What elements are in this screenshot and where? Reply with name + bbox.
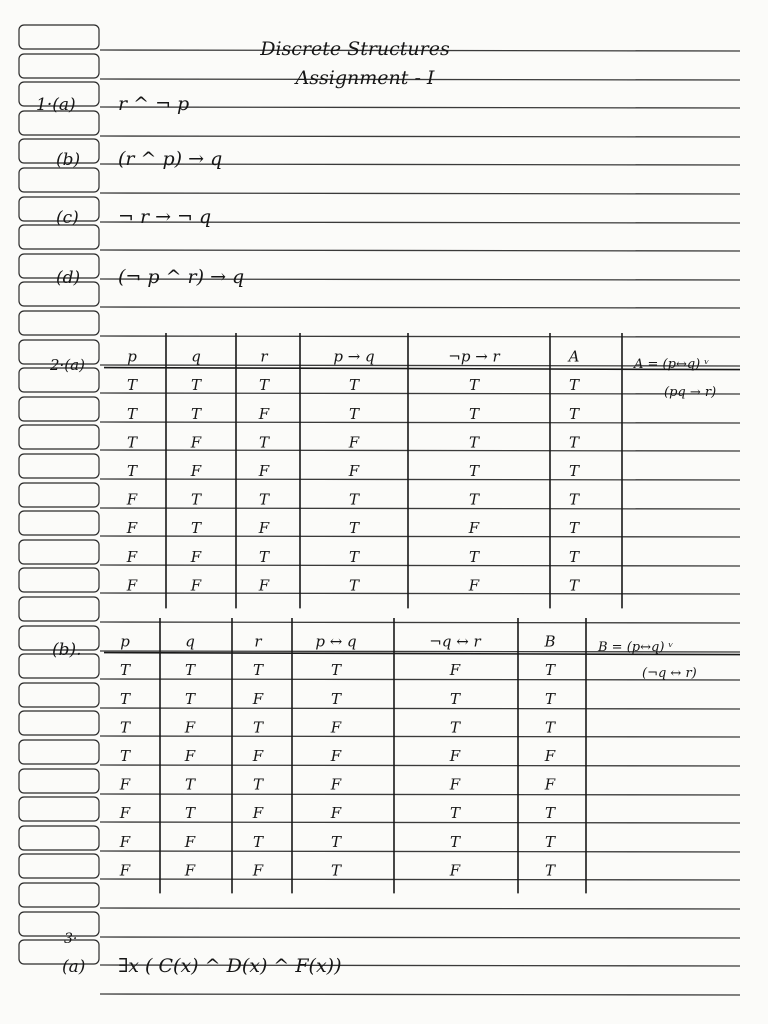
table-cell: F (468, 519, 480, 538)
table-cell: T (568, 462, 580, 480)
table-cell: T (119, 689, 131, 708)
table-cell: F (258, 519, 270, 538)
table-cell: F (184, 718, 196, 737)
table-header-cell: q (191, 347, 201, 366)
margin-box (19, 826, 99, 850)
table-cell: F (330, 718, 342, 737)
table-cell: T (348, 547, 360, 566)
ruled-line (100, 307, 740, 308)
ruled-line (100, 622, 740, 623)
margin-box (19, 25, 99, 49)
table-cell: T (348, 519, 360, 538)
q1b-label: (b) (56, 150, 81, 170)
table-cell: F (258, 404, 270, 423)
table-cell: F (190, 433, 202, 452)
margin-box (19, 854, 99, 878)
table-cell: T (544, 804, 556, 823)
table-cell: T (330, 861, 342, 880)
margin-box (19, 540, 99, 564)
table-header-cell: A (568, 347, 580, 366)
table-cell: T (126, 462, 138, 480)
table-cell: F (330, 747, 342, 765)
table-cell: T (568, 490, 580, 509)
table-header-cell: r (260, 347, 268, 366)
table-header-cell: B (544, 632, 556, 651)
q1a-label: 1·(a) (36, 95, 76, 115)
table-cell: T (449, 689, 461, 708)
table-cell: F (449, 747, 461, 765)
margin-box (19, 568, 99, 592)
table-cell: T (258, 433, 270, 452)
table-cell: F (252, 804, 264, 823)
table-cell: F (184, 832, 196, 851)
table-cell: T (544, 861, 556, 880)
table-cell: T (184, 689, 196, 708)
ruled-line (100, 765, 740, 766)
ruled-line (100, 736, 740, 737)
table-cell: T (568, 376, 580, 395)
q2b-note-line2: (¬q ↔ r) (642, 666, 697, 681)
table-cell: F (190, 576, 202, 595)
margin-box (19, 454, 99, 478)
margin-box (19, 740, 99, 764)
table-cell: F (348, 433, 360, 452)
margin-box (19, 797, 99, 821)
margin-box (19, 311, 99, 335)
q1c-label: (c) (56, 208, 79, 228)
table-cell: F (330, 775, 342, 794)
assignment-subtitle: Assignment - I (295, 67, 435, 89)
margin-box (19, 711, 99, 735)
table-cell: T (119, 661, 131, 680)
table-cell: F (126, 519, 138, 538)
ruled-line (100, 822, 740, 823)
table-cell: T (119, 747, 131, 765)
ruled-line (100, 851, 740, 852)
table-header-cell: p ↔ q (315, 632, 357, 651)
table-cell: T (468, 376, 480, 395)
table-cell: F (126, 547, 138, 566)
table-cell: T (330, 832, 342, 851)
table-cell: T (468, 462, 480, 480)
margin-box (19, 225, 99, 249)
q1c-expression: ¬ r → ¬ q (118, 206, 212, 228)
q1b-expression: (r ^ p) → q (118, 148, 223, 170)
q3a-label: (a) (62, 957, 86, 977)
margin-box (19, 683, 99, 707)
table-cell: T (544, 718, 556, 737)
ruled-line (100, 937, 740, 938)
table-cell: T (119, 718, 131, 737)
table-cell: T (449, 804, 461, 823)
table-cell: F (119, 861, 131, 880)
table-header-cell: ¬p → r (448, 347, 500, 366)
table-cell: T (348, 376, 360, 395)
ruled-line (100, 708, 740, 709)
table-cell: T (568, 404, 580, 423)
ruled-line (100, 879, 740, 880)
table-header-cell: r (254, 632, 262, 651)
table-cell: F (468, 576, 480, 595)
q2a-note-line1: A = (p↔q) ᵛ (634, 357, 710, 372)
table-cell: T (252, 718, 264, 737)
q2a-label: 2·(a) (50, 356, 85, 374)
table-cell: F (544, 775, 556, 794)
table-header-cell: p → q (333, 347, 375, 366)
table-cell: T (190, 519, 202, 538)
table-cell: F (190, 547, 202, 566)
table-cell: F (449, 661, 461, 680)
ruled-line (100, 794, 740, 795)
table-cell: F (184, 861, 196, 880)
table-cell: F (119, 775, 131, 794)
table-cell: T (126, 433, 138, 452)
ruled-line (100, 193, 740, 194)
margin-box (19, 912, 99, 936)
table-cell: T (544, 689, 556, 708)
table-cell: T (468, 547, 480, 566)
margin-box (19, 940, 99, 964)
q2a-note-line2: (pq → r) (664, 385, 717, 400)
q3-label: 3· (64, 931, 78, 947)
table-cell: T (568, 576, 580, 595)
table-cell: T (126, 376, 138, 395)
truth-table-a (104, 333, 740, 608)
margin-box (19, 425, 99, 449)
table-cell: T (568, 519, 580, 538)
table-cell: F (252, 861, 264, 880)
margin-box (19, 511, 99, 535)
table-cell: T (252, 775, 264, 794)
table-cell: F (330, 804, 342, 823)
margin-box (19, 769, 99, 793)
table-cell: F (126, 576, 138, 595)
q1a-expression: r ^ ¬ p (118, 93, 190, 115)
table-cell: F (119, 804, 131, 823)
table-cell: T (184, 775, 196, 794)
table-cell: T (449, 718, 461, 737)
q1d-expression: (¬ p ^ r) → q (118, 266, 245, 288)
table-cell: T (330, 689, 342, 708)
table-cell: F (258, 462, 270, 480)
table-cell: T (258, 490, 270, 509)
table-cell: T (568, 547, 580, 566)
table-cell: F (449, 861, 461, 880)
margin-box (19, 54, 99, 78)
table-cell: F (258, 576, 270, 595)
table-cell: T (468, 490, 480, 509)
margin-box (19, 168, 99, 192)
table-cell: T (449, 832, 461, 851)
table-cell: T (568, 433, 580, 452)
q1d-label: (d) (56, 268, 81, 288)
table-cell: T (184, 661, 196, 680)
ruled-line (100, 336, 740, 337)
table-cell: T (468, 433, 480, 452)
table-cell: T (190, 404, 202, 423)
ruled-line (100, 994, 740, 995)
table-cell: T (190, 490, 202, 509)
margin-box (19, 597, 99, 621)
table-header-cell: q (185, 632, 195, 651)
q3a-expression: ∃x ( C(x) ^ D(x) ^ F(x)) (118, 955, 342, 977)
margin-box (19, 397, 99, 421)
table-cell: F (252, 747, 264, 765)
margin-box (19, 483, 99, 507)
table-cell: T (252, 832, 264, 851)
table-cell: T (330, 661, 342, 680)
table-cell: T (258, 376, 270, 395)
table-header-cell: p (120, 632, 130, 651)
table-cell: F (190, 462, 202, 480)
ruled-line (100, 136, 740, 137)
table-cell: F (449, 775, 461, 794)
table-cell: F (184, 747, 196, 765)
table-cell: T (184, 804, 196, 823)
table-cell: T (544, 661, 556, 680)
table-cell: T (190, 376, 202, 395)
table-cell: T (348, 576, 360, 595)
table-cell: F (252, 689, 264, 708)
q2b-note-line1: B = (p↔q) ᵛ (598, 640, 674, 655)
table-cell: F (119, 832, 131, 851)
table-cell: T (544, 832, 556, 851)
table-cell: T (258, 547, 270, 566)
q2b-label: (b). (52, 640, 82, 660)
table-cell: F (126, 490, 138, 509)
ruled-line (100, 107, 740, 108)
margin-box (19, 883, 99, 907)
table-header-cell: p (127, 347, 137, 366)
table-cell: T (348, 404, 360, 423)
table-cell: T (348, 490, 360, 509)
table-cell: F (544, 747, 556, 765)
table-cell: T (126, 404, 138, 423)
assignment-title: Discrete Structures (260, 38, 450, 60)
ruled-line (100, 908, 740, 909)
table-cell: T (252, 661, 264, 680)
table-header-cell: ¬q ↔ r (429, 632, 481, 651)
table-cell: T (468, 404, 480, 423)
ruled-line (100, 250, 740, 251)
table-cell: F (348, 462, 360, 480)
